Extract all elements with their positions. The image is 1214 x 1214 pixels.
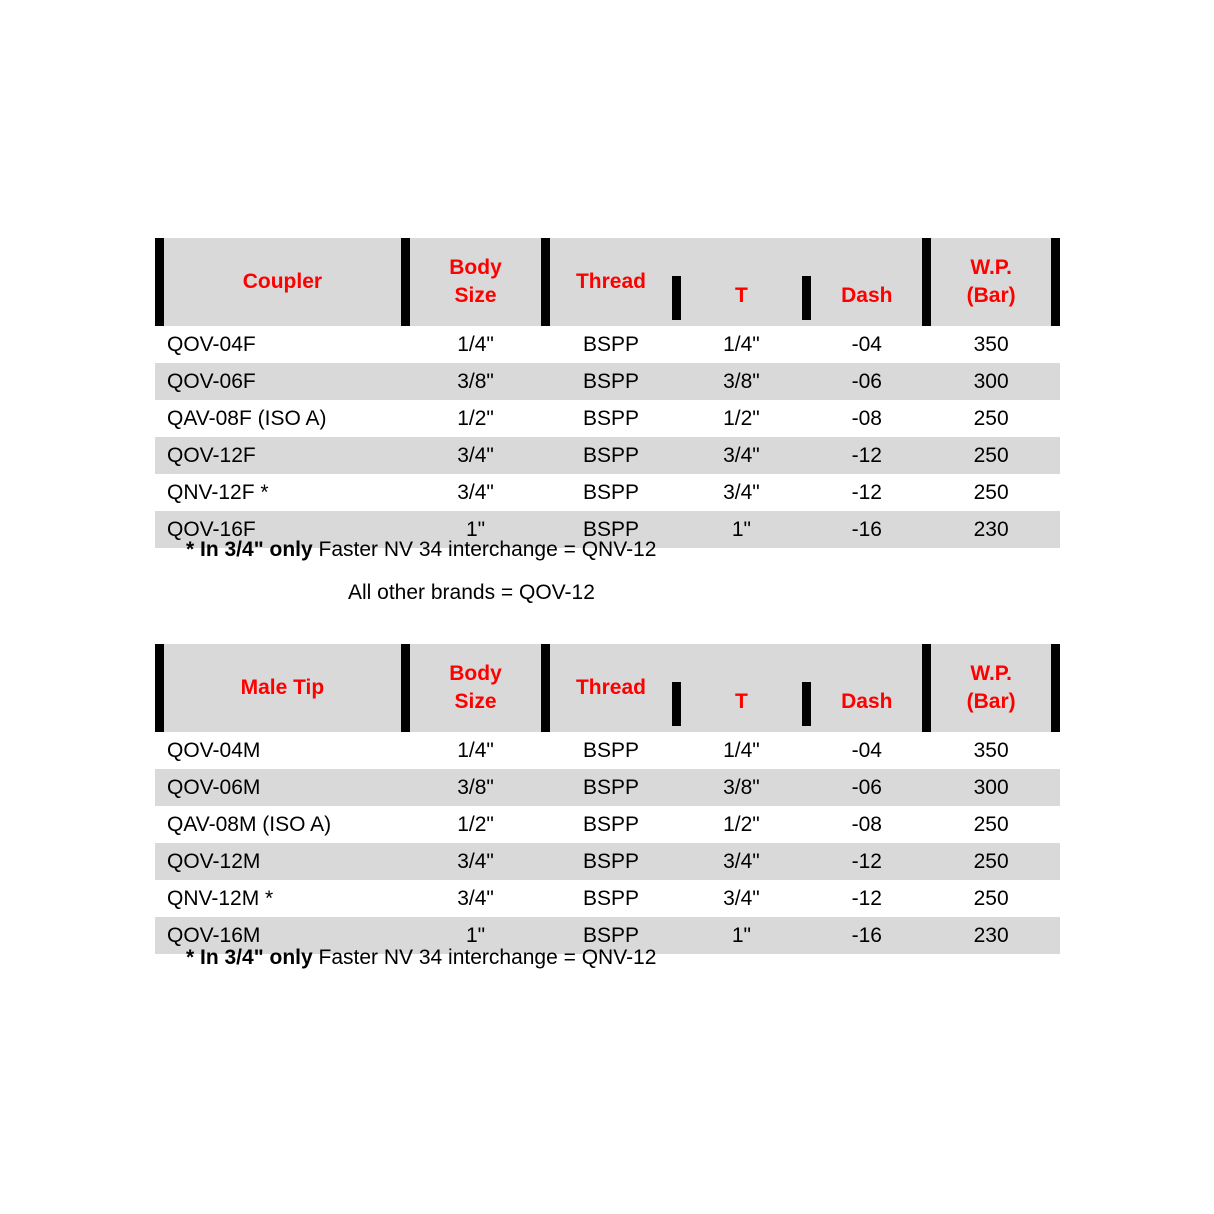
cell-body-size: 3/8"	[410, 769, 541, 806]
cell-spacer	[1051, 474, 1060, 511]
table-row	[155, 769, 1060, 806]
cell-spacer	[672, 474, 681, 511]
cell-thread-size: 1/4"	[681, 326, 802, 363]
cell-body-size: 1/2"	[410, 400, 541, 437]
cell-spacer	[672, 732, 681, 769]
header-separator-left	[155, 238, 164, 326]
cell-spacer	[541, 437, 550, 474]
cell-part-name: QOV-12F	[155, 437, 401, 474]
coupler-note-2: All other brands = QOV-12	[348, 581, 595, 604]
cell-spacer	[922, 806, 931, 843]
cell-dash: -06	[811, 363, 922, 400]
cell-spacer	[922, 400, 931, 437]
cell-body-size: 1/4"	[410, 326, 541, 363]
cell-spacer	[672, 363, 681, 400]
header-separator-2	[541, 644, 550, 732]
cell-spacer	[541, 769, 550, 806]
cell-spacer	[922, 732, 931, 769]
header-male-tip: Male Tip	[164, 644, 401, 732]
header-body-size-line1: Body	[449, 255, 502, 279]
cell-spacer	[541, 363, 550, 400]
cell-thread-size: 3/4"	[681, 437, 802, 474]
header-body-size	[410, 644, 541, 732]
cell-thread-size: 1/2"	[681, 400, 802, 437]
header-dash-label: Dash	[841, 690, 893, 713]
cell-part-name: QOV-06F	[155, 363, 401, 400]
cell-spacer	[922, 843, 931, 880]
cell-spacer	[401, 732, 410, 769]
cell-dash: -12	[811, 843, 922, 880]
cell-spacer	[541, 732, 550, 769]
cell-thread-size: 1"	[681, 511, 802, 548]
table-row	[155, 400, 1060, 437]
cell-spacer	[541, 806, 550, 843]
header-separator-5	[922, 238, 931, 326]
cell-spacer	[1051, 363, 1060, 400]
cell-wp: 250	[931, 474, 1050, 511]
cell-part-name: QOV-06M	[155, 769, 401, 806]
cell-body-size: 3/4"	[410, 843, 541, 880]
header-separator-1	[401, 238, 410, 326]
cell-thread-type: BSPP	[550, 769, 671, 806]
male-tip-header-row	[155, 644, 1060, 732]
male-tip-table	[155, 644, 1060, 954]
cell-thread-type: BSPP	[550, 326, 671, 363]
cell-dash: -12	[811, 880, 922, 917]
cell-spacer	[672, 843, 681, 880]
cell-spacer	[802, 769, 811, 806]
cell-wp: 230	[931, 917, 1050, 954]
header-separator-4	[802, 644, 811, 732]
header-dash-label: Dash	[841, 284, 893, 307]
cell-spacer	[802, 917, 811, 954]
cell-spacer	[1051, 400, 1060, 437]
cell-body-size: 1"	[410, 917, 541, 954]
cell-spacer	[1051, 769, 1060, 806]
cell-spacer	[802, 437, 811, 474]
cell-spacer	[1051, 806, 1060, 843]
cell-spacer	[1051, 917, 1060, 954]
cell-thread-type: BSPP	[550, 474, 671, 511]
cell-spacer	[672, 917, 681, 954]
cell-part-name: QAV-08M (ISO A)	[155, 806, 401, 843]
cell-dash: -16	[811, 511, 922, 548]
header-wp-line2: (Bar)	[966, 690, 1016, 713]
cell-spacer	[802, 843, 811, 880]
header-separator-3	[672, 238, 681, 326]
cell-wp: 250	[931, 437, 1050, 474]
cell-dash: -08	[811, 806, 922, 843]
coupler-table	[155, 238, 1060, 548]
cell-spacer	[401, 363, 410, 400]
cell-thread-size: 3/4"	[681, 843, 802, 880]
cell-thread-type: BSPP	[550, 880, 671, 917]
cell-spacer	[672, 769, 681, 806]
header-thread-line1: Thread	[550, 644, 671, 732]
cell-thread-type: BSPP	[550, 917, 671, 954]
cell-thread-size: 3/4"	[681, 474, 802, 511]
header-wp	[931, 238, 1050, 326]
header-separator-right	[1051, 644, 1060, 732]
cell-wp: 350	[931, 732, 1050, 769]
cell-spacer	[1051, 732, 1060, 769]
cell-spacer	[802, 474, 811, 511]
coupler-note-1-text: Faster NV 34 interchange = QNV-12	[312, 538, 657, 561]
cell-dash: -04	[811, 732, 922, 769]
header-dash	[811, 644, 922, 732]
cell-spacer	[802, 806, 811, 843]
cell-spacer	[541, 880, 550, 917]
header-thread-line2	[681, 644, 802, 732]
header-thread-t: T	[735, 690, 748, 713]
header-body-size-line2: Size	[454, 690, 497, 713]
cell-wp: 300	[931, 363, 1050, 400]
cell-spacer	[802, 511, 811, 548]
cell-body-size: 3/8"	[410, 363, 541, 400]
cell-spacer	[1051, 326, 1060, 363]
cell-spacer	[922, 769, 931, 806]
cell-spacer	[541, 326, 550, 363]
cell-spacer	[922, 437, 931, 474]
cell-body-size: 1/2"	[410, 806, 541, 843]
cell-spacer	[672, 511, 681, 548]
male-tip-note-1	[186, 946, 656, 970]
cell-spacer	[802, 363, 811, 400]
cell-spacer	[1051, 511, 1060, 548]
cell-spacer	[541, 474, 550, 511]
cell-thread-type: BSPP	[550, 806, 671, 843]
table-row	[155, 880, 1060, 917]
header-separator-right	[1051, 238, 1060, 326]
cell-thread-size: 1/4"	[681, 732, 802, 769]
cell-spacer	[401, 400, 410, 437]
cell-part-name: QOV-04F	[155, 326, 401, 363]
header-dash	[811, 238, 922, 326]
cell-thread-size: 1/2"	[681, 806, 802, 843]
cell-spacer	[401, 474, 410, 511]
cell-body-size: 3/4"	[410, 474, 541, 511]
table-row	[155, 843, 1060, 880]
header-thread-line1: Thread	[550, 238, 671, 326]
cell-thread-size: 3/8"	[681, 769, 802, 806]
cell-spacer	[672, 806, 681, 843]
cell-spacer	[922, 363, 931, 400]
cell-thread-type: BSPP	[550, 511, 671, 548]
cell-dash: -06	[811, 769, 922, 806]
cell-thread-type: BSPP	[550, 732, 671, 769]
cell-thread-type: BSPP	[550, 363, 671, 400]
header-body-size-line1: Body	[449, 661, 502, 685]
header-thread-line2	[681, 238, 802, 326]
cell-dash: -12	[811, 437, 922, 474]
cell-spacer	[672, 400, 681, 437]
cell-dash: -08	[811, 400, 922, 437]
male-tip-table-block	[155, 644, 1060, 954]
cell-spacer	[1051, 880, 1060, 917]
header-body-size-line2: Size	[454, 284, 497, 307]
header-separator-1	[401, 644, 410, 732]
cell-thread-size: 3/4"	[681, 880, 802, 917]
cell-spacer	[1051, 843, 1060, 880]
table-row	[155, 732, 1060, 769]
cell-wp: 350	[931, 326, 1050, 363]
table-row	[155, 363, 1060, 400]
header-separator-4	[802, 238, 811, 326]
male-tip-note-1-text: Faster NV 34 interchange = QNV-12	[312, 946, 657, 969]
header-wp-line1: W.P.	[970, 661, 1012, 685]
cell-spacer	[672, 437, 681, 474]
cell-spacer	[922, 917, 931, 954]
cell-wp: 250	[931, 880, 1050, 917]
cell-spacer	[802, 400, 811, 437]
header-wp-line1: W.P.	[970, 255, 1012, 279]
cell-wp: 230	[931, 511, 1050, 548]
cell-spacer	[1051, 437, 1060, 474]
cell-wp: 250	[931, 843, 1050, 880]
header-wp	[931, 644, 1050, 732]
cell-spacer	[922, 880, 931, 917]
cell-dash: -04	[811, 326, 922, 363]
cell-spacer	[541, 843, 550, 880]
cell-spacer	[802, 732, 811, 769]
cell-wp: 250	[931, 806, 1050, 843]
table-row	[155, 437, 1060, 474]
cell-part-name: QAV-08F (ISO A)	[155, 400, 401, 437]
coupler-note-1-bold: * In 3/4" only	[186, 538, 313, 561]
cell-part-name: QOV-16F	[155, 511, 401, 548]
cell-spacer	[401, 880, 410, 917]
cell-spacer	[401, 326, 410, 363]
cell-spacer	[672, 326, 681, 363]
header-coupler: Coupler	[164, 238, 401, 326]
cell-thread-size: 3/8"	[681, 363, 802, 400]
cell-spacer	[802, 326, 811, 363]
cell-dash: -16	[811, 917, 922, 954]
cell-thread-type: BSPP	[550, 437, 671, 474]
coupler-note-1	[186, 538, 656, 562]
header-separator-2	[541, 238, 550, 326]
cell-body-size: 3/4"	[410, 437, 541, 474]
cell-thread-size: 1"	[681, 917, 802, 954]
cell-part-name: QOV-16M	[155, 917, 401, 954]
cell-spacer	[401, 769, 410, 806]
coupler-table-block	[155, 238, 1060, 548]
cell-thread-type: BSPP	[550, 843, 671, 880]
table-row	[155, 806, 1060, 843]
cell-part-name: QNV-12M *	[155, 880, 401, 917]
cell-spacer	[922, 474, 931, 511]
header-separator-5	[922, 644, 931, 732]
cell-spacer	[802, 880, 811, 917]
header-separator-3	[672, 644, 681, 732]
cell-thread-type: BSPP	[550, 400, 671, 437]
cell-body-size: 1"	[410, 511, 541, 548]
coupler-header-row	[155, 238, 1060, 326]
cell-spacer	[401, 806, 410, 843]
table-row	[155, 326, 1060, 363]
header-body-size	[410, 238, 541, 326]
male-tip-note-1-bold: * In 3/4" only	[186, 946, 313, 969]
cell-part-name: QOV-12M	[155, 843, 401, 880]
header-thread-t: T	[735, 284, 748, 307]
cell-spacer	[922, 326, 931, 363]
cell-spacer	[401, 843, 410, 880]
cell-spacer	[401, 437, 410, 474]
cell-spacer	[922, 511, 931, 548]
header-wp-line2: (Bar)	[966, 284, 1016, 307]
cell-body-size: 1/4"	[410, 732, 541, 769]
header-separator-left	[155, 644, 164, 732]
table-row	[155, 474, 1060, 511]
cell-body-size: 3/4"	[410, 880, 541, 917]
cell-part-name: QOV-04M	[155, 732, 401, 769]
cell-wp: 300	[931, 769, 1050, 806]
cell-spacer	[541, 400, 550, 437]
cell-wp: 250	[931, 400, 1050, 437]
cell-part-name: QNV-12F *	[155, 474, 401, 511]
cell-dash: -12	[811, 474, 922, 511]
cell-spacer	[672, 880, 681, 917]
